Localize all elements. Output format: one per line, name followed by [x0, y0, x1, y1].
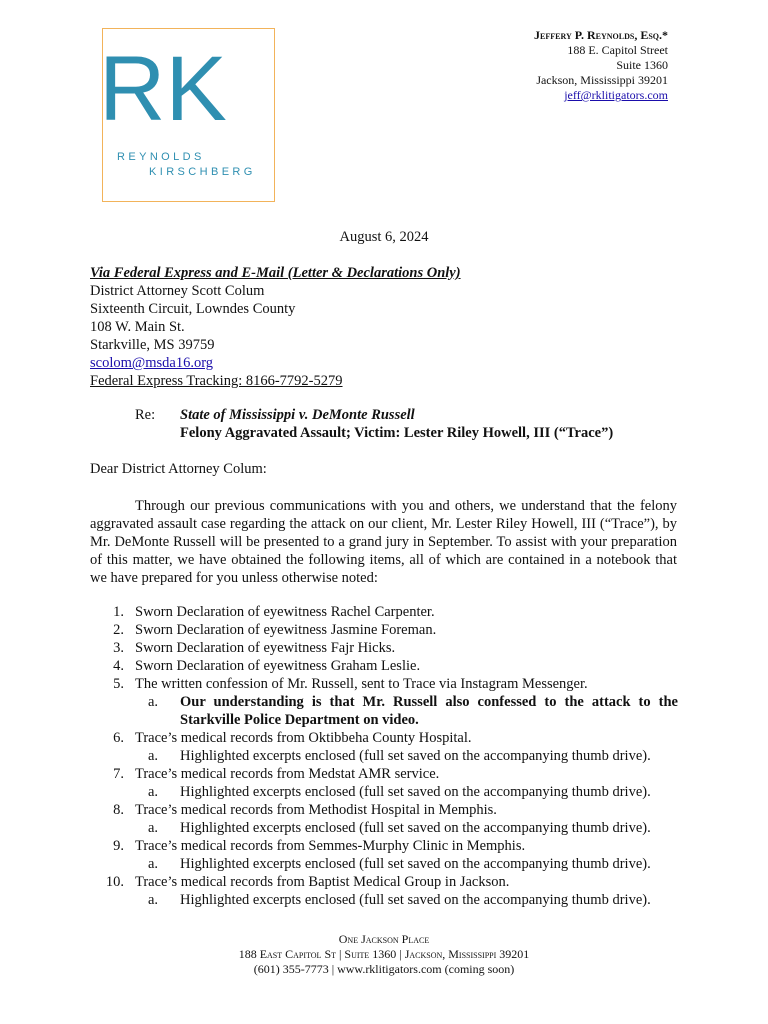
list-item	[90, 603, 690, 621]
list-text: Sworn Declaration of eyewitness Fajr Hicks.	[135, 640, 396, 656]
sender-email-link[interactable]: jeff@rklitigators.com	[564, 88, 668, 102]
sub-list-letter: a.	[148, 748, 159, 764]
salutation: Dear District Attorney Colum:	[90, 461, 267, 477]
letter-date: August 6, 2024	[339, 229, 429, 245]
delivery-method: Via Federal Express and E-Mail (Letter & Declarations Only)	[90, 265, 461, 281]
sender-block	[534, 28, 668, 103]
sub-list-text: Highlighted excerpts enclosed (full set saved on the accompanying thumb drive).	[180, 892, 651, 908]
sub-list-item	[90, 891, 690, 909]
list-text: Trace’s medical records from Medstat AMR service.	[135, 766, 440, 782]
list-text: Sworn Declaration of eyewitness Rachel Carpenter.	[135, 604, 435, 620]
list-item	[90, 675, 690, 693]
sub-list-text: Highlighted excerpts enclosed (full set saved on the accompanying thumb drive).	[180, 748, 651, 764]
list-item	[90, 621, 690, 639]
body-paragraph: Through our previous communications with you and others, we understand that the felony aggravated assault case regarding the attack on our client, Mr. Lester Riley Howell, III (“Trace”), by Mr. DeMonte Russell will be presented to a grand jury in September. To assist with your preparation of this matter, we have obtained the following items, all of which are contained in a notebook that we have prepared for you unless otherwise noted:	[90, 498, 677, 586]
list-item	[90, 837, 690, 855]
list-text: Sworn Declaration of eyewitness Graham Leslie.	[135, 658, 421, 674]
list-item	[90, 801, 690, 819]
sub-list-item	[90, 855, 690, 873]
enclosure-list	[90, 603, 690, 909]
sender-city: Jackson, Mississippi 39201	[536, 73, 668, 87]
sub-list-text: Our understanding is that Mr. Russell also confessed to the attack to the Starkville Police Department on video.	[180, 694, 678, 728]
recipient-circuit: Sixteenth Circuit, Lowndes County	[90, 301, 296, 317]
sub-list-item	[90, 747, 690, 765]
sub-list-text: Highlighted excerpts enclosed (full set saved on the accompanying thumb drive).	[180, 856, 651, 872]
recipient-city: Starkville, MS 39759	[90, 337, 215, 353]
list-item	[90, 657, 690, 675]
sub-list-item	[90, 783, 690, 801]
list-item	[90, 639, 690, 657]
firm-logo	[99, 28, 275, 202]
list-number: 6.	[113, 730, 124, 746]
logo-monogram: RK	[99, 38, 227, 140]
list-number: 10.	[105, 874, 124, 890]
sender-name: Jeffery P. Reynolds, Esq.*	[534, 28, 668, 42]
list-number: 4.	[113, 658, 124, 674]
recipient-block	[90, 264, 461, 390]
logo-name-line1: REYNOLDS	[117, 151, 205, 163]
list-text: The written confession of Mr. Russell, sent to Trace via Instagram Messenger.	[135, 676, 588, 692]
re-label: Re:	[135, 407, 156, 423]
list-number: 7.	[113, 766, 124, 782]
sub-list-letter: a.	[148, 784, 159, 800]
sub-list-item	[90, 819, 690, 837]
recipient-name: District Attorney Scott Colum	[90, 283, 265, 299]
list-number: 1.	[113, 604, 124, 620]
list-number: 9.	[113, 838, 124, 854]
recipient-street: 108 W. Main St.	[90, 319, 185, 335]
letterhead-footer	[0, 932, 768, 977]
sub-list-item	[90, 693, 690, 729]
list-number: 5.	[113, 676, 124, 692]
sender-street: 188 E. Capitol Street	[567, 43, 668, 57]
sub-list-letter: a.	[148, 694, 159, 710]
list-number: 8.	[113, 802, 124, 818]
sub-list-letter: a.	[148, 856, 159, 872]
footer-address: 188 East Capitol St | Suite 1360 | Jackson, Mississippi 39201	[238, 947, 530, 961]
logo-name-line2: KIRSCHBERG	[149, 166, 256, 178]
list-text: Trace’s medical records from Oktibbeha County Hospital.	[135, 730, 472, 746]
sub-list-text: Highlighted excerpts enclosed (full set saved on the accompanying thumb drive).	[180, 784, 651, 800]
list-text: Trace’s medical records from Baptist Medical Group in Jackson.	[135, 874, 510, 890]
sub-list-letter: a.	[148, 820, 159, 836]
list-text: Trace’s medical records from Methodist Hospital in Memphis.	[135, 802, 497, 818]
recipient-email-link[interactable]: scolom@msda16.org	[90, 355, 214, 371]
footer-contact: (601) 355-7773 | www.rklitigators.com (coming soon)	[253, 962, 515, 976]
sender-suite: Suite 1360	[616, 58, 668, 72]
sub-list-text: Highlighted excerpts enclosed (full set saved on the accompanying thumb drive).	[180, 820, 651, 836]
footer-building: One Jackson Place	[338, 932, 430, 946]
list-text: Trace’s medical records from Semmes-Murphy Clinic in Memphis.	[135, 838, 526, 854]
case-name: State of Mississippi v. DeMonte Russell	[180, 407, 415, 423]
list-text: Sworn Declaration of eyewitness Jasmine Foreman.	[135, 622, 437, 638]
tracking-number: Federal Express Tracking: 8166-7792-5279	[90, 373, 343, 389]
list-item	[90, 765, 690, 783]
list-item	[90, 729, 690, 747]
sub-list-letter: a.	[148, 892, 159, 908]
list-number: 2.	[113, 622, 124, 638]
list-number: 3.	[113, 640, 124, 656]
list-item	[90, 873, 690, 891]
case-detail: Felony Aggravated Assault; Victim: Lester Riley Howell, III (“Trace”)	[180, 425, 614, 441]
